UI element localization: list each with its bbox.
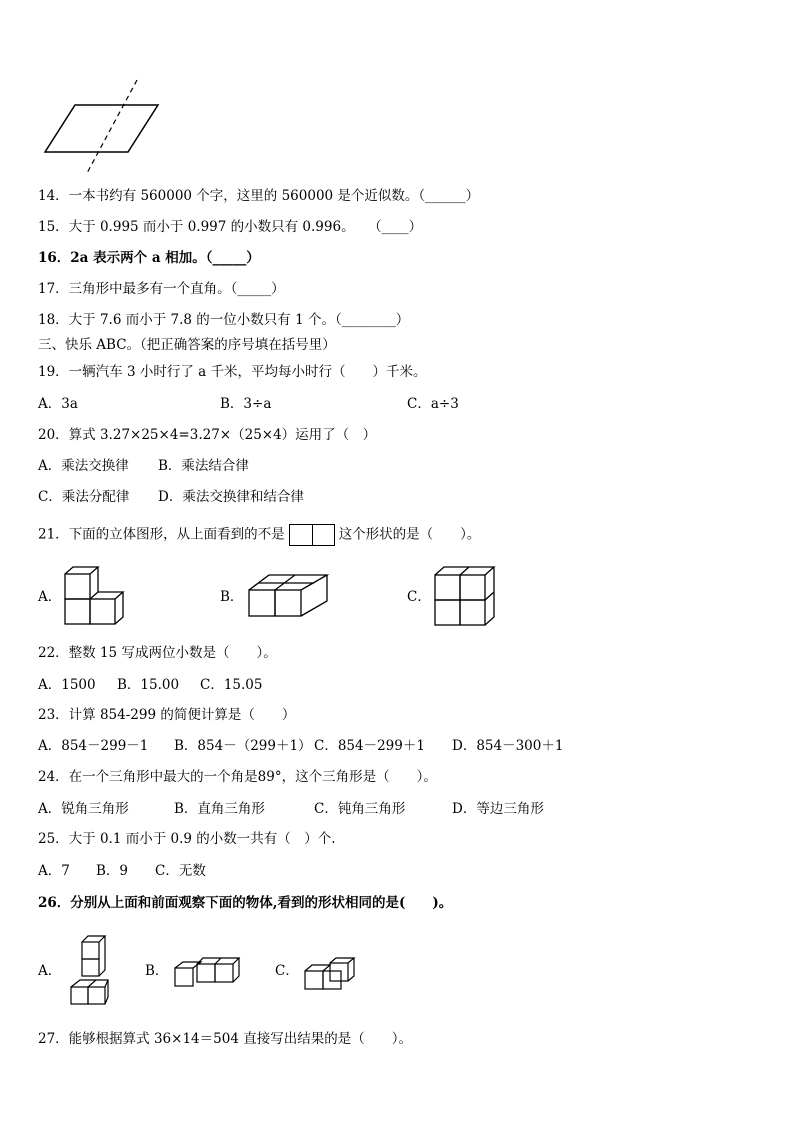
- question-20: 20．算式 3.27×25×4=3.27×（25×4）运用了（ ）: [38, 427, 377, 443]
- q23-option-c: C．854－299＋1: [314, 738, 425, 754]
- q26-label-c: C．: [275, 963, 299, 979]
- q25-option-c: C．无数: [155, 863, 206, 879]
- q26-label-a: A．: [38, 963, 62, 979]
- q26-figure-b-cubes: [172, 955, 242, 990]
- q24-option-a: A．锐角三角形: [38, 801, 129, 817]
- q21-label-b: B．: [220, 589, 244, 605]
- q19-option-b: B．3÷a: [220, 396, 272, 412]
- q25-option-b: B．9: [96, 863, 129, 879]
- q22-option-b: B．15.00: [117, 677, 180, 693]
- parallelogram-figure: [40, 75, 170, 175]
- q26-figure-c-cubes: [302, 955, 362, 995]
- q24-option-c: C．钝角三角形: [314, 801, 406, 817]
- question-23: 23．计算 854-299 的简便计算是（ ）: [38, 707, 296, 723]
- q20-option-c: C．乘法分配律: [38, 489, 130, 505]
- question-19: 19．一辆汽车 3 小时行了 a 千米，平均每小时行（ ）千米。: [38, 364, 427, 380]
- q21-prefix: 21．下面的立体图形，从上面看到的不是: [38, 526, 285, 543]
- question-17: 17．三角形中最多有一个直角。（_____）: [38, 281, 285, 297]
- q20-option-d: D．乘法交换律和结合律: [158, 489, 304, 505]
- q22-option-a: A．1500: [38, 677, 96, 693]
- q26-label-b: B．: [145, 963, 169, 979]
- question-27: 27．能够根据算式 36×14＝504 直接写出结果的是（ ）。: [38, 1031, 412, 1047]
- q23-option-b: B．854－（299＋1）: [174, 738, 312, 754]
- q24-option-d: D．等边三角形: [452, 801, 544, 817]
- question-14: 14．一本书约有 560000 个字，这里的 560000 是个近似数。（______）: [38, 188, 480, 204]
- q19-option-c: C．a÷3: [407, 396, 459, 412]
- q21-label-c: C．: [407, 589, 431, 605]
- q21-suffix: 这个形状的是（ ）。: [338, 526, 481, 543]
- section-3-heading: 三、快乐 ABC。（把正确答案的序号填在括号里）: [38, 337, 336, 353]
- q21-label-a: A．: [38, 589, 62, 605]
- q22-option-c: C．15.05: [200, 677, 263, 693]
- q26-figure-a-cubes: [68, 933, 118, 1008]
- q19-option-a: A．3a: [38, 396, 78, 412]
- two-square-shape-icon: [289, 524, 335, 546]
- q25-option-a: A．7: [38, 863, 70, 879]
- question-16: 16．2a 表示两个 a 相加。（_____）: [38, 250, 260, 266]
- question-18: 18．大于 7.6 而小于 7.8 的一位小数只有 1 个。（________）: [38, 312, 410, 328]
- q21-figure-a-cubes: [62, 564, 132, 629]
- question-25: 25．大于 0.1 而小于 0.9 的小数一共有（ ）个.: [38, 831, 336, 847]
- question-21: [38, 524, 480, 546]
- question-26: 26．分别从上面和前面观察下面的物体,看到的形状相同的是( )。: [38, 895, 453, 911]
- q20-option-b: B．乘法结合律: [158, 458, 249, 474]
- question-15: 15．大于 0.995 而小于 0.997 的小数只有 0.996。 （____）: [38, 219, 423, 235]
- q24-option-b: B．直角三角形: [174, 801, 265, 817]
- q20-option-a: A．乘法交换律: [38, 458, 129, 474]
- question-22: 22．整数 15 写成两位小数是（ ）。: [38, 645, 277, 661]
- q23-option-a: A．854－299－1: [38, 738, 149, 754]
- question-24: 24．在一个三角形中最大的一个角是89°，这个三角形是（ ）。: [38, 769, 437, 785]
- q23-option-d: D．854－300＋1: [452, 738, 564, 754]
- q21-figure-b-cubes: [246, 573, 331, 623]
- q21-figure-c-cubes: [432, 564, 502, 629]
